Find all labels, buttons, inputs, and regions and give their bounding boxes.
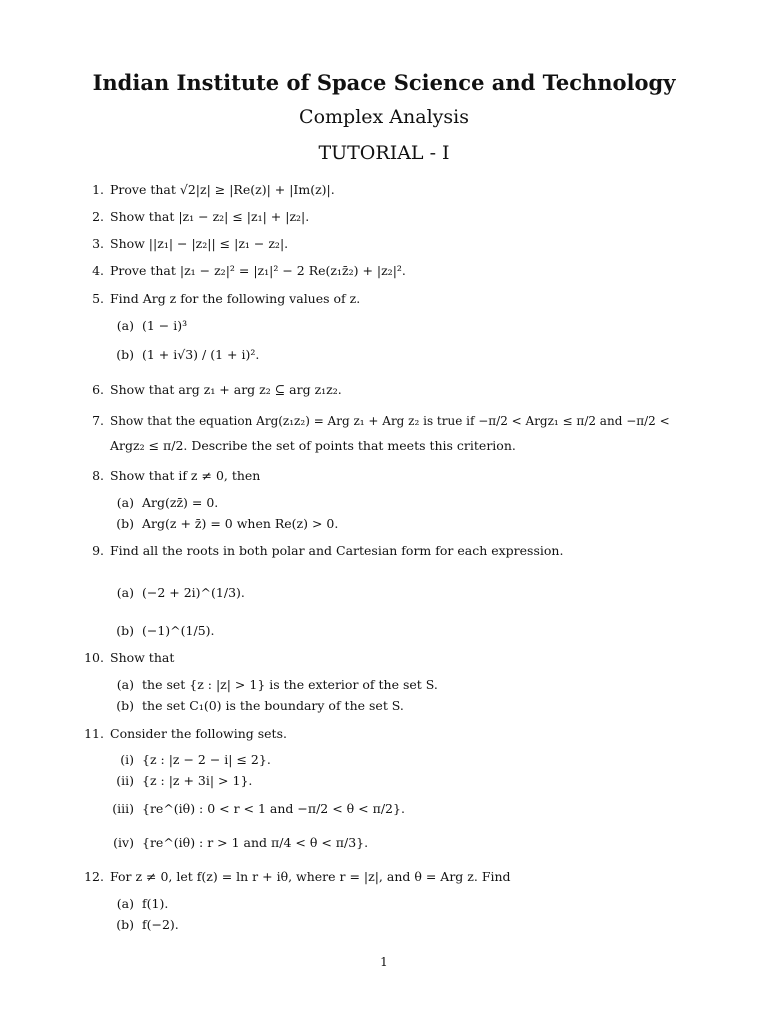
problem-number: 10.: [84, 650, 104, 665]
problem-text: Show that arg z₁ + arg z₂ ⊆ arg z₁z₂.: [110, 382, 342, 397]
part-text: (1 − i)³: [142, 318, 188, 333]
problem-number: 6.: [92, 382, 104, 397]
part-label: (iii): [112, 801, 134, 816]
problem-text: Consider the following sets.: [110, 726, 287, 741]
problem-text-continued: Argz₂ ≤ π/2. Describe the set of points that meets this criterion.: [110, 438, 516, 453]
part-label: (a): [116, 585, 134, 600]
part-text: (−1)^(1/5).: [142, 623, 215, 638]
document-title: Indian Institute of Space Science and Technology: [92, 70, 676, 95]
part-text: {z : |z + 3i| > 1}.: [142, 773, 253, 788]
problem-number: 4.: [92, 263, 104, 278]
course-subtitle: Complex Analysis: [299, 106, 469, 128]
part-label: (iv): [113, 835, 134, 850]
part-label: (b): [116, 623, 134, 638]
part-text: f(−2).: [142, 917, 179, 932]
problem-text: For z ≠ 0, let f(z) = ln r + iθ, where r = |z|, and θ = Arg z. Find: [110, 869, 511, 884]
problem-number: 12.: [84, 869, 104, 884]
problem-number: 1.: [92, 182, 104, 197]
part-text: Arg(z + z̄) = 0 when Re(z) > 0.: [142, 516, 339, 531]
part-label: (a): [116, 495, 134, 510]
problem-text: Find Arg z for the following values of z.: [110, 291, 361, 306]
problem-text: Find all the roots in both polar and Cartesian form for each expression.: [110, 543, 564, 558]
part-label: (a): [116, 896, 134, 911]
problem-number: 8.: [92, 468, 104, 483]
part-label: (a): [116, 318, 134, 333]
part-label: (i): [120, 752, 134, 767]
problem-text: Prove that |z₁ − z₂|² = |z₁|² − 2 Re(z₁z̄₂) + |z₂|².: [110, 263, 406, 278]
part-text: (1 + i√3) / (1 + i)².: [142, 347, 260, 362]
problem-number: 7.: [92, 413, 104, 428]
part-label: (b): [116, 698, 134, 713]
part-label: (b): [116, 347, 134, 362]
problem-number: 5.: [92, 291, 104, 306]
part-text: Arg(zz̄) = 0.: [142, 495, 219, 510]
part-text: the set {z : |z| > 1} is the exterior of the set S.: [142, 677, 438, 692]
problem-number: 3.: [92, 236, 104, 251]
part-label: (ii): [116, 773, 134, 788]
part-text: {re^(iθ) : r > 1 and π/4 < θ < π/3}.: [142, 835, 369, 850]
part-text: f(1).: [142, 896, 169, 911]
problem-number: 2.: [92, 209, 104, 224]
problem-text: Show that: [110, 650, 175, 665]
part-text: {re^(iθ) : 0 < r < 1 and −π/2 < θ < π/2}.: [142, 801, 405, 816]
problem-text: Show ||z₁| − |z₂|| ≤ |z₁ − z₂|.: [110, 236, 289, 251]
part-text: {z : |z − 2 − i| ≤ 2}.: [142, 752, 271, 767]
problem-text: Show that the equation Arg(z₁z₂) = Arg z₁ + Arg z₂ is true if −π/2 < Argz₁ ≤ π/2 and −π/2 <: [110, 414, 670, 428]
page-number: 1: [380, 955, 388, 969]
problem-text: Prove that √2|z| ≥ |Re(z)| + |Im(z)|.: [110, 182, 335, 197]
part-text: the set C₁(0) is the boundary of the set S.: [142, 698, 404, 713]
part-label: (b): [116, 516, 134, 531]
part-label: (a): [116, 677, 134, 692]
part-label: (b): [116, 917, 134, 932]
problem-text: Show that if z ≠ 0, then: [110, 468, 261, 483]
tutorial-heading: TUTORIAL - I: [318, 142, 450, 164]
problem-number: 11.: [84, 726, 104, 741]
problem-text: Show that |z₁ − z₂| ≤ |z₁| + |z₂|.: [110, 209, 310, 224]
problem-number: 9.: [92, 543, 104, 558]
part-text: (−2 + 2i)^(1/3).: [142, 585, 245, 600]
